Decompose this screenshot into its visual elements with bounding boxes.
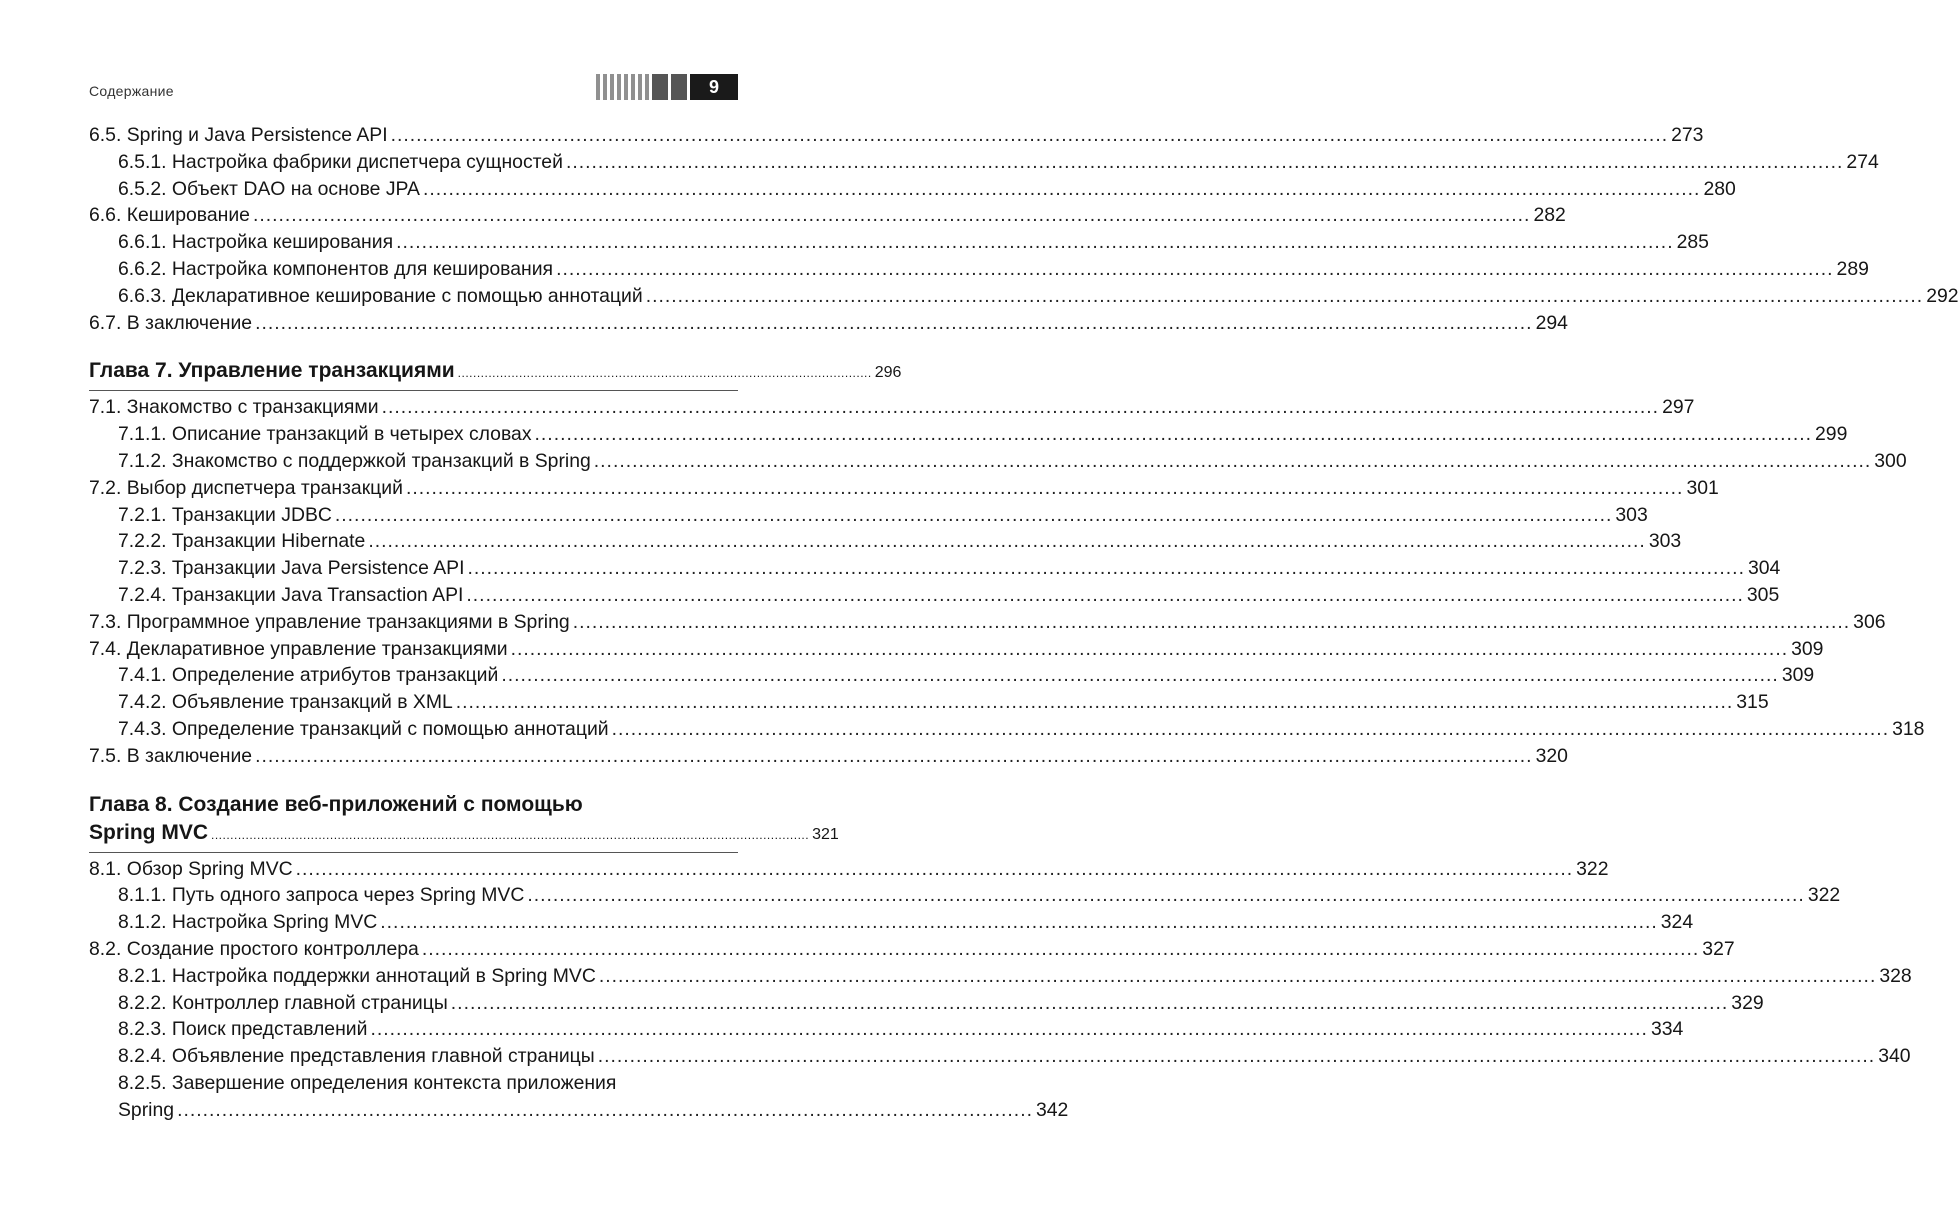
header-stripe	[631, 74, 635, 100]
toc-entry-page: 315	[1736, 691, 1769, 714]
header-stripe	[617, 74, 621, 100]
toc-entry-label: 6.5.2. Объект DAO на основе JPA	[118, 177, 420, 200]
toc-entry-label: 8.2.4. Объявление представления главной страницы	[118, 1045, 595, 1068]
toc-entry[interactable]	[89, 229, 1709, 256]
toc-entry-label: 6.6.1. Настройка кеширования	[118, 231, 394, 254]
toc-entry-page: 303	[1648, 530, 1682, 553]
page-number: 9	[690, 74, 738, 100]
leader-dots: ........................................................................................................................................................................................................	[556, 257, 1834, 280]
leader-dots: ........................................................................................................................................................................................................	[501, 664, 1779, 687]
toc-entry-page: 309	[1781, 664, 1815, 687]
toc-entry-label: 7.2.2. Транзакции Hibernate	[118, 530, 366, 553]
leader-dots: ........................................................................................................................................................................................................	[255, 311, 1533, 334]
chapter-page: 296	[874, 364, 902, 382]
running-header-title: Содержание	[89, 83, 174, 99]
toc-entry-label: 7.4.1. Определение атрибутов транзакций	[118, 664, 499, 687]
leader-dots: ............................................................................................................................................................	[211, 827, 810, 842]
toc-entry-page: 304	[1747, 557, 1781, 580]
leader-dots: ........................................................................................................................................................................................................	[255, 744, 1533, 767]
toc-entry-label: 7.5. В заключение	[89, 744, 253, 767]
toc-entry[interactable]	[89, 856, 1609, 883]
toc-entry-label: 8.1.2. Настройка Spring MVC	[118, 911, 378, 934]
toc-entry[interactable]	[89, 609, 1886, 636]
toc-entry-label: 8.1.1. Путь одного запроса через Spring MVC	[118, 884, 525, 907]
toc-entry[interactable]	[89, 909, 1694, 936]
leader-dots: ........................................................................................................................................................................................................	[598, 964, 1877, 987]
leader-dots: ........................................................................................................................................................................................................	[390, 124, 1669, 146]
table-of-contents	[89, 122, 1959, 1124]
toc-entry-page: 334	[1650, 1018, 1684, 1041]
chapter-7-heading[interactable]	[89, 357, 902, 391]
leader-dots: ........................................................................................................................................................................................................	[572, 610, 1851, 633]
leader-dots: ........................................................................................................................................................................................................	[510, 637, 1789, 660]
toc-entry-label: 6.7. В заключение	[89, 311, 253, 334]
header-stripe	[645, 74, 649, 100]
toc-entry-page: 294	[1535, 311, 1568, 334]
header-stripe	[603, 74, 607, 100]
leader-dots: ........................................................................................................................................................................................................	[381, 396, 1660, 419]
toc-entry-label: 6.5.1. Настройка фабрики диспетчера сущностей	[118, 150, 563, 173]
toc-entry-label: 8.2. Создание простого контроллера	[89, 937, 419, 960]
leader-dots: ........................................................................................................................................................................................................	[450, 991, 1729, 1014]
toc-entry-label: 7.2.4. Транзакции Java Transaction API	[118, 583, 464, 606]
toc-entry-label: 7.1. Знакомство с транзакциями	[89, 396, 379, 419]
toc-section-chapter6-tail	[89, 122, 1959, 336]
toc-entry-label: 7.3. Программное управление транзакциями в Spring	[89, 610, 570, 633]
toc-entry[interactable]	[89, 448, 1907, 475]
leader-dots: ........................................................................................................................................................................................................	[295, 857, 1574, 880]
leader-dots: ........................................................................................................................................................................................................	[334, 503, 1613, 526]
toc-entry-label: 7.4.2. Объявление транзакций в XML	[118, 691, 453, 714]
leader-dots: ........................................................................................................................................................................................................	[593, 449, 1872, 472]
toc-entry-page: 324	[1660, 911, 1694, 934]
toc-entry[interactable]	[89, 636, 1824, 663]
toc-entry[interactable]	[89, 882, 1841, 909]
leader-dots: ........................................................................................................................................................................................................	[368, 530, 1646, 553]
leader-dots: ........................................................................................................................................................................................................	[534, 423, 1813, 446]
leader-dots: ........................................................................................................................................................................................................	[455, 691, 1734, 714]
toc-entry[interactable]	[89, 475, 1719, 502]
toc-section-chapter8	[89, 856, 1912, 1070]
toc-entry-label: 6.6.2. Настройка компонентов для кеширования	[118, 257, 554, 280]
toc-entry-label: 7.1.1. Описание транзакций в четырех словах	[118, 423, 532, 446]
leader-dots: ........................................................................................................................................................................................................	[421, 937, 1700, 960]
chapter-title-line2: Spring MVC	[89, 820, 208, 844]
chapter-8-heading[interactable]	[89, 791, 839, 853]
toc-entry-label: 6.6. Кеширование	[89, 204, 250, 227]
toc-entry-page: 273	[1671, 124, 1704, 146]
toc-entry-page: 299	[1815, 423, 1848, 446]
toc-entry[interactable]	[89, 936, 1735, 963]
toc-entry[interactable]	[89, 689, 1769, 716]
toc-entry-page: 303	[1615, 503, 1648, 526]
leader-dots: ........................................................................................................................................................................................................	[467, 557, 1745, 580]
leader-dots: ........................................................................................................................................................................................................	[405, 476, 1684, 499]
toc-entry[interactable]	[89, 582, 1780, 609]
toc-entry-label: 7.4.3. Определение транзакций с помощью аннотаций	[118, 717, 609, 740]
toc-entry-page: 282	[1533, 204, 1566, 227]
toc-entry[interactable]	[89, 394, 1695, 421]
toc-entry-page: 300	[1874, 449, 1907, 472]
chapter-page: 321	[812, 825, 839, 843]
leader-dots: ........................................................................................................................................................................................................	[597, 1045, 1876, 1068]
toc-entry-page: 301	[1686, 476, 1719, 499]
page-number-tab	[596, 74, 738, 100]
toc-entry[interactable]	[89, 502, 1648, 529]
toc-entry[interactable]	[89, 176, 1736, 203]
toc-entry[interactable]	[89, 1016, 1684, 1043]
header-stripe	[624, 74, 628, 100]
toc-entry-page: 328	[1879, 964, 1912, 987]
toc-entry-page: 329	[1731, 991, 1764, 1014]
leader-dots: ........................................................................................................................................................................................................	[422, 177, 1701, 200]
leader-dots: ........................................................................................................................................................................................................	[396, 231, 1674, 254]
toc-entry-label: 6.6.3. Декларативное кеширование с помощью аннотаций	[118, 284, 643, 307]
header-stripe	[610, 74, 614, 100]
toc-entry-page: 280	[1703, 177, 1736, 200]
toc-entry[interactable]	[89, 256, 1869, 283]
toc-entry-label: 7.2.1. Транзакции JDBC	[118, 503, 332, 526]
toc-entry-label: 8.1. Обзор Spring MVC	[89, 857, 293, 880]
leader-dots: ......................................................................................................................................	[177, 1098, 1033, 1121]
toc-entry-label: 6.5. Spring и Java Persistence API	[89, 124, 388, 146]
toc-entry-page: 306	[1853, 610, 1886, 633]
leader-dots: ........................................................................................................................................................................................................	[527, 884, 1805, 907]
toc-entry[interactable]	[89, 743, 1568, 770]
toc-entry[interactable]	[89, 555, 1781, 582]
toc-entry[interactable]	[89, 662, 1815, 689]
header-stripe	[638, 74, 642, 100]
toc-entry-page: 285	[1676, 231, 1709, 254]
chapter-title: Глава 7. Управление транзакциями	[89, 359, 455, 383]
toc-entry-page: 289	[1836, 257, 1869, 280]
header-block	[652, 74, 668, 100]
toc-entry[interactable]	[89, 202, 1566, 229]
leader-dots: ........................................................................................................................................................................................................	[565, 150, 1844, 173]
header-stripe	[596, 74, 600, 100]
toc-entry[interactable]	[89, 528, 1682, 555]
toc-section-chapter7	[89, 394, 1925, 769]
toc-entry-page: 318	[1892, 717, 1925, 740]
leader-dots: ........................................................................................................................................................................................................	[466, 583, 1744, 606]
toc-entry[interactable]	[89, 122, 1704, 149]
toc-entry-page: 340	[1878, 1045, 1911, 1068]
toc-entry-label: 8.2.3. Поиск представлений	[118, 1018, 368, 1041]
toc-entry-page: 297	[1662, 396, 1695, 419]
chapter-title-line1: Глава 8. Создание веб-приложений с помощью	[89, 792, 583, 816]
toc-entry-label: 8.2.1. Настройка поддержки аннотаций в Spring MVC	[118, 964, 596, 987]
toc-entry-wrapped-continuation[interactable]	[89, 1097, 1069, 1124]
toc-entry-wrapped[interactable]	[89, 1070, 738, 1097]
toc-entry-page: 322	[1807, 884, 1841, 907]
toc-entry-page: 320	[1535, 744, 1568, 767]
header-block	[671, 74, 687, 100]
leader-dots: ........................................................................................................................................................................................................	[645, 284, 1924, 307]
toc-entry-label: 7.1.2. Знакомство с поддержкой транзакций в Spring	[118, 449, 591, 472]
toc-entry-label-line1: 8.2.5. Завершение определения контекста приложения	[118, 1071, 617, 1094]
toc-entry[interactable]	[89, 310, 1568, 337]
toc-entry-label: 7.2.3. Транзакции Java Persistence API	[118, 557, 465, 580]
toc-entry-page: 327	[1702, 937, 1735, 960]
leader-dots: ........................................................................................................................................................................................................	[380, 911, 1658, 934]
toc-entry-page: 342	[1035, 1098, 1069, 1121]
toc-entry[interactable]	[89, 990, 1764, 1017]
toc-entry-label: 7.2. Выбор диспетчера транзакций	[89, 476, 403, 499]
toc-entry[interactable]	[89, 963, 1912, 990]
leader-dots: ........................................................................................................................................................................................................	[611, 717, 1890, 740]
toc-entry-label: 7.4. Декларативное управление транзакциями	[89, 637, 508, 660]
toc-entry[interactable]	[89, 149, 1879, 176]
toc-entry-page: 322	[1576, 857, 1609, 880]
leader-dots: ........................................................................................................................................................................................................	[370, 1018, 1648, 1041]
toc-entry-label-line2: Spring	[118, 1098, 175, 1121]
toc-entry-page: 292	[1926, 284, 1959, 307]
leader-dots: ........................................................................................................................................................................................................	[252, 204, 1531, 227]
toc-entry-label: 8.2.2. Контроллер главной страницы	[118, 991, 448, 1014]
leader-dots: ............................................................................................................	[457, 366, 872, 381]
toc-entry[interactable]	[89, 421, 1848, 448]
toc-entry-page: 305	[1746, 583, 1780, 606]
toc-entry-page: 309	[1791, 637, 1824, 660]
toc-entry-page: 274	[1846, 150, 1879, 173]
toc-entry[interactable]	[89, 283, 1959, 310]
toc-entry[interactable]	[89, 716, 1925, 743]
toc-entry[interactable]	[89, 1043, 1911, 1070]
